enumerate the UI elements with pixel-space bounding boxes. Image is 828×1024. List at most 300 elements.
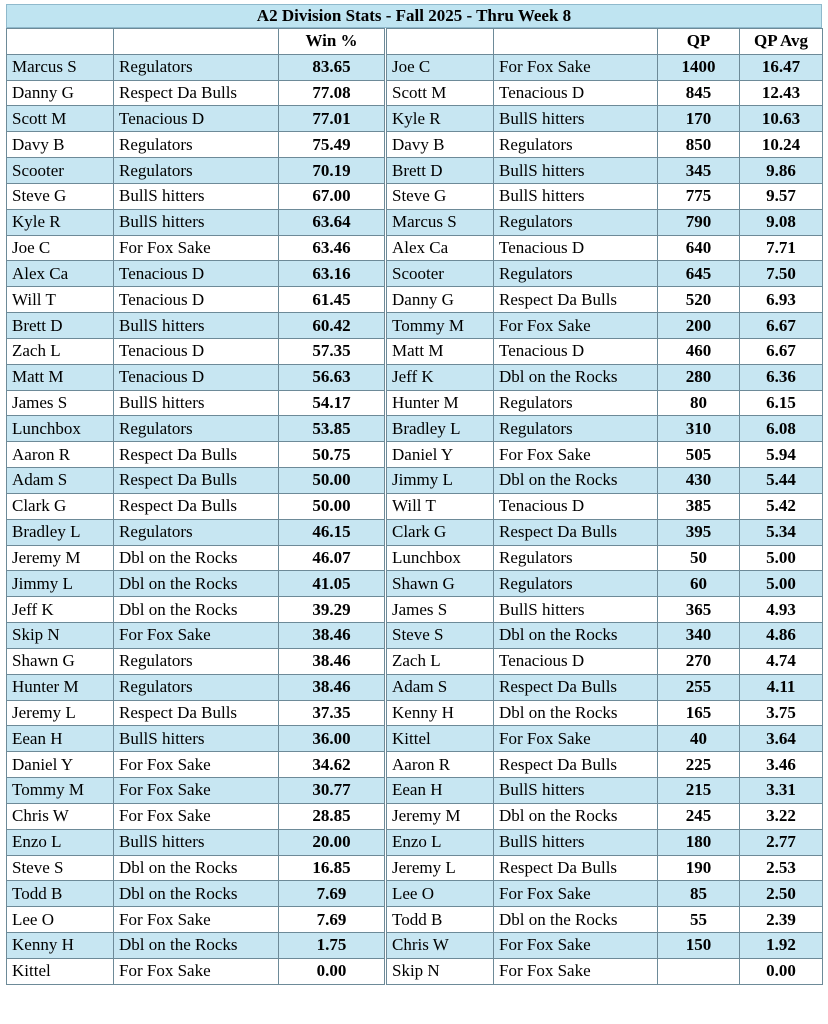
win-percent-cell: 57.35 bbox=[279, 338, 385, 364]
team-cell: For Fox Sake bbox=[494, 881, 658, 907]
qp-avg-cell: 6.67 bbox=[740, 338, 823, 364]
player-cell: Marcus S bbox=[387, 209, 494, 235]
table-row bbox=[7, 287, 385, 313]
qp-cell: 520 bbox=[658, 287, 740, 313]
player-cell: Matt M bbox=[387, 338, 494, 364]
qp-cell: 180 bbox=[658, 829, 740, 855]
qp-avg-cell: 3.75 bbox=[740, 700, 823, 726]
team-cell: For Fox Sake bbox=[114, 803, 279, 829]
table-row bbox=[387, 700, 823, 726]
qp-cell: 55 bbox=[658, 907, 740, 933]
player-cell: Shawn G bbox=[7, 648, 114, 674]
qp-avg-cell: 4.86 bbox=[740, 623, 823, 649]
column-header-win-percent: Win % bbox=[279, 29, 385, 55]
player-cell: Joe C bbox=[7, 235, 114, 261]
qp-cell: 460 bbox=[658, 338, 740, 364]
table-row bbox=[7, 209, 385, 235]
win-percent-cell: 50.00 bbox=[279, 468, 385, 494]
team-cell: Respect Da Bulls bbox=[494, 287, 658, 313]
table-row bbox=[7, 726, 385, 752]
team-cell: For Fox Sake bbox=[494, 726, 658, 752]
player-cell: Jeremy L bbox=[7, 700, 114, 726]
win-percent-cell: 67.00 bbox=[279, 183, 385, 209]
player-cell: Scott M bbox=[7, 106, 114, 132]
player-cell: Todd B bbox=[387, 907, 494, 933]
qp-cell: 395 bbox=[658, 519, 740, 545]
player-cell: Daniel Y bbox=[7, 752, 114, 778]
table-row bbox=[387, 158, 823, 184]
qp-cell: 850 bbox=[658, 132, 740, 158]
team-cell: Regulators bbox=[494, 261, 658, 287]
team-cell: For Fox Sake bbox=[114, 752, 279, 778]
player-cell: Zach L bbox=[7, 338, 114, 364]
table-row bbox=[7, 545, 385, 571]
qp-cell: 365 bbox=[658, 597, 740, 623]
player-cell: Todd B bbox=[7, 881, 114, 907]
table-row bbox=[7, 623, 385, 649]
win-percent-cell: 63.46 bbox=[279, 235, 385, 261]
table-row bbox=[387, 313, 823, 339]
table-row bbox=[7, 648, 385, 674]
table-row bbox=[7, 54, 385, 80]
win-percent-cell: 46.07 bbox=[279, 545, 385, 571]
player-cell: Chris W bbox=[7, 803, 114, 829]
team-cell: BullS hitters bbox=[494, 106, 658, 132]
player-cell: Hunter M bbox=[7, 674, 114, 700]
team-cell: BullS hitters bbox=[494, 597, 658, 623]
table-row bbox=[387, 442, 823, 468]
player-cell: Will T bbox=[7, 287, 114, 313]
team-cell: Tenacious D bbox=[494, 648, 658, 674]
qp-avg-cell: 5.42 bbox=[740, 493, 823, 519]
win-percent-cell: 46.15 bbox=[279, 519, 385, 545]
header-row bbox=[387, 29, 823, 55]
qp-avg-cell: 6.67 bbox=[740, 313, 823, 339]
team-cell: Dbl on the Rocks bbox=[494, 803, 658, 829]
player-cell: James S bbox=[387, 597, 494, 623]
player-cell: Kittel bbox=[387, 726, 494, 752]
qp-cell: 40 bbox=[658, 726, 740, 752]
win-percent-cell: 53.85 bbox=[279, 416, 385, 442]
qp-avg-cell: 6.93 bbox=[740, 287, 823, 313]
table-row bbox=[7, 442, 385, 468]
player-cell: Steve S bbox=[7, 855, 114, 881]
team-cell: For Fox Sake bbox=[494, 932, 658, 958]
table-row bbox=[387, 338, 823, 364]
qp-avg-cell: 7.50 bbox=[740, 261, 823, 287]
player-cell: Matt M bbox=[7, 364, 114, 390]
team-cell: Tenacious D bbox=[494, 493, 658, 519]
table-row bbox=[387, 571, 823, 597]
team-cell: Tenacious D bbox=[114, 106, 279, 132]
win-percent-cell: 38.46 bbox=[279, 674, 385, 700]
table-row bbox=[387, 54, 823, 80]
qp-cell: 845 bbox=[658, 80, 740, 106]
table-row bbox=[387, 803, 823, 829]
team-cell: Tenacious D bbox=[494, 80, 658, 106]
table-row bbox=[387, 881, 823, 907]
player-cell: Skip N bbox=[387, 958, 494, 984]
player-cell: Davy B bbox=[387, 132, 494, 158]
player-cell: James S bbox=[7, 390, 114, 416]
table-row bbox=[7, 158, 385, 184]
player-cell: Daniel Y bbox=[387, 442, 494, 468]
win-percent-cell: 70.19 bbox=[279, 158, 385, 184]
team-cell: For Fox Sake bbox=[114, 958, 279, 984]
qp-avg-cell: 7.71 bbox=[740, 235, 823, 261]
team-cell: Regulators bbox=[494, 132, 658, 158]
qp-avg-cell: 9.86 bbox=[740, 158, 823, 184]
win-percent-cell: 39.29 bbox=[279, 597, 385, 623]
win-percent-cell: 38.46 bbox=[279, 623, 385, 649]
win-percent-cell: 34.62 bbox=[279, 752, 385, 778]
table-row bbox=[387, 416, 823, 442]
win-percent-cell: 83.65 bbox=[279, 54, 385, 80]
win-percent-cell: 7.69 bbox=[279, 881, 385, 907]
team-cell: Respect Da Bulls bbox=[114, 468, 279, 494]
win-percent-cell: 1.75 bbox=[279, 932, 385, 958]
win-percent-cell: 63.16 bbox=[279, 261, 385, 287]
team-cell: Regulators bbox=[114, 132, 279, 158]
qp-cell: 430 bbox=[658, 468, 740, 494]
team-cell: Dbl on the Rocks bbox=[114, 597, 279, 623]
win-percent-cell: 20.00 bbox=[279, 829, 385, 855]
player-cell: Tommy M bbox=[7, 778, 114, 804]
player-cell: Brett D bbox=[387, 158, 494, 184]
table-row bbox=[7, 80, 385, 106]
team-cell: Dbl on the Rocks bbox=[114, 571, 279, 597]
team-cell: For Fox Sake bbox=[114, 235, 279, 261]
team-cell: For Fox Sake bbox=[114, 623, 279, 649]
qp-cell: 245 bbox=[658, 803, 740, 829]
team-cell: Tenacious D bbox=[114, 364, 279, 390]
player-cell: Tommy M bbox=[387, 313, 494, 339]
player-cell: Kyle R bbox=[7, 209, 114, 235]
column-header-player bbox=[7, 29, 114, 55]
team-cell: Tenacious D bbox=[494, 235, 658, 261]
team-cell: Dbl on the Rocks bbox=[494, 700, 658, 726]
team-cell: Respect Da Bulls bbox=[114, 80, 279, 106]
player-cell: Lunchbox bbox=[387, 545, 494, 571]
team-cell: BullS hitters bbox=[494, 183, 658, 209]
player-cell: Kittel bbox=[7, 958, 114, 984]
player-cell: Lee O bbox=[387, 881, 494, 907]
qp-cell: 310 bbox=[658, 416, 740, 442]
table-row bbox=[7, 958, 385, 984]
qp-cell: 505 bbox=[658, 442, 740, 468]
player-cell: Adam S bbox=[387, 674, 494, 700]
team-cell: Dbl on the Rocks bbox=[114, 545, 279, 571]
player-cell: Davy B bbox=[7, 132, 114, 158]
table-row bbox=[387, 752, 823, 778]
table-row bbox=[7, 932, 385, 958]
table-row bbox=[387, 235, 823, 261]
team-cell: For Fox Sake bbox=[494, 313, 658, 339]
player-cell: Scooter bbox=[7, 158, 114, 184]
team-cell: Regulators bbox=[494, 209, 658, 235]
table-row bbox=[7, 106, 385, 132]
player-cell: Aaron R bbox=[7, 442, 114, 468]
win-percent-cell: 16.85 bbox=[279, 855, 385, 881]
table-row bbox=[387, 932, 823, 958]
qp-avg-cell: 2.77 bbox=[740, 829, 823, 855]
team-cell: Respect Da Bulls bbox=[494, 674, 658, 700]
team-cell: Dbl on the Rocks bbox=[494, 623, 658, 649]
qp-avg-cell: 6.08 bbox=[740, 416, 823, 442]
qp-avg-cell: 1.92 bbox=[740, 932, 823, 958]
table-row bbox=[387, 468, 823, 494]
team-cell: Dbl on the Rocks bbox=[114, 932, 279, 958]
win-percent-cell: 7.69 bbox=[279, 907, 385, 933]
player-cell: Kenny H bbox=[7, 932, 114, 958]
qp-avg-cell: 2.53 bbox=[740, 855, 823, 881]
table-row bbox=[387, 364, 823, 390]
table-row bbox=[387, 829, 823, 855]
win-percent-cell: 38.46 bbox=[279, 648, 385, 674]
team-cell: Respect Da Bulls bbox=[494, 519, 658, 545]
team-cell: BullS hitters bbox=[114, 183, 279, 209]
player-cell: Bradley L bbox=[7, 519, 114, 545]
team-cell: Respect Da Bulls bbox=[114, 700, 279, 726]
player-cell: Danny G bbox=[7, 80, 114, 106]
table-row bbox=[387, 132, 823, 158]
win-percent-cell: 41.05 bbox=[279, 571, 385, 597]
player-cell: Danny G bbox=[387, 287, 494, 313]
team-cell: Tenacious D bbox=[114, 338, 279, 364]
qp-cell: 270 bbox=[658, 648, 740, 674]
table-row bbox=[7, 416, 385, 442]
player-cell: Jeff K bbox=[7, 597, 114, 623]
team-cell: BullS hitters bbox=[114, 390, 279, 416]
table-row bbox=[7, 313, 385, 339]
qp-avg-cell: 5.44 bbox=[740, 468, 823, 494]
qp-avg-cell: 3.46 bbox=[740, 752, 823, 778]
player-cell: Kyle R bbox=[387, 106, 494, 132]
player-cell: Clark G bbox=[7, 493, 114, 519]
team-cell: BullS hitters bbox=[494, 829, 658, 855]
qp-cell bbox=[658, 958, 740, 984]
qp-cell: 640 bbox=[658, 235, 740, 261]
table-row bbox=[7, 235, 385, 261]
table-row bbox=[387, 80, 823, 106]
qp-cell: 200 bbox=[658, 313, 740, 339]
team-cell: For Fox Sake bbox=[114, 778, 279, 804]
qp-avg-cell: 6.36 bbox=[740, 364, 823, 390]
table-row bbox=[387, 623, 823, 649]
table-row bbox=[387, 209, 823, 235]
win-percent-cell: 56.63 bbox=[279, 364, 385, 390]
table-row bbox=[7, 907, 385, 933]
column-header-team bbox=[114, 29, 279, 55]
qp-cell: 775 bbox=[658, 183, 740, 209]
column-header-qp-avg: QP Avg bbox=[740, 29, 823, 55]
table-row bbox=[387, 493, 823, 519]
table-row bbox=[7, 183, 385, 209]
player-cell: Jimmy L bbox=[387, 468, 494, 494]
qp-avg-cell: 9.08 bbox=[740, 209, 823, 235]
qp-cell: 645 bbox=[658, 261, 740, 287]
team-cell: Regulators bbox=[114, 648, 279, 674]
qp-avg-cell: 6.15 bbox=[740, 390, 823, 416]
team-cell: Tenacious D bbox=[494, 338, 658, 364]
player-cell: Steve G bbox=[7, 183, 114, 209]
team-cell: Regulators bbox=[114, 54, 279, 80]
player-cell: Eean H bbox=[387, 778, 494, 804]
win-percent-cell: 50.00 bbox=[279, 493, 385, 519]
player-cell: Skip N bbox=[7, 623, 114, 649]
team-cell: Respect Da Bulls bbox=[114, 493, 279, 519]
team-cell: Dbl on the Rocks bbox=[494, 907, 658, 933]
player-cell: Scott M bbox=[387, 80, 494, 106]
qp-cell: 190 bbox=[658, 855, 740, 881]
win-percent-table bbox=[6, 28, 385, 985]
player-cell: Lee O bbox=[7, 907, 114, 933]
win-percent-cell: 37.35 bbox=[279, 700, 385, 726]
table-row bbox=[387, 907, 823, 933]
player-cell: Jeremy M bbox=[7, 545, 114, 571]
team-cell: Dbl on the Rocks bbox=[114, 881, 279, 907]
player-cell: Joe C bbox=[387, 54, 494, 80]
team-cell: Regulators bbox=[114, 158, 279, 184]
team-cell: Regulators bbox=[114, 674, 279, 700]
qp-avg-cell: 0.00 bbox=[740, 958, 823, 984]
win-percent-cell: 77.01 bbox=[279, 106, 385, 132]
player-cell: Clark G bbox=[387, 519, 494, 545]
table-row bbox=[7, 752, 385, 778]
column-header-team bbox=[494, 29, 658, 55]
player-cell: Shawn G bbox=[387, 571, 494, 597]
player-cell: Jeremy L bbox=[387, 855, 494, 881]
qp-avg-cell: 3.22 bbox=[740, 803, 823, 829]
win-percent-cell: 61.45 bbox=[279, 287, 385, 313]
table-row bbox=[7, 855, 385, 881]
team-cell: Regulators bbox=[494, 571, 658, 597]
team-cell: BullS hitters bbox=[114, 209, 279, 235]
player-cell: Zach L bbox=[387, 648, 494, 674]
win-percent-cell: 54.17 bbox=[279, 390, 385, 416]
win-percent-cell: 63.64 bbox=[279, 209, 385, 235]
player-cell: Hunter M bbox=[387, 390, 494, 416]
qp-avg-cell: 4.11 bbox=[740, 674, 823, 700]
qp-cell: 1400 bbox=[658, 54, 740, 80]
table-row bbox=[7, 468, 385, 494]
quality-points-table bbox=[386, 28, 823, 985]
qp-cell: 225 bbox=[658, 752, 740, 778]
header-row bbox=[7, 29, 385, 55]
table-row bbox=[387, 390, 823, 416]
team-cell: Respect Da Bulls bbox=[494, 855, 658, 881]
column-header-qp: QP bbox=[658, 29, 740, 55]
team-cell: Regulators bbox=[494, 545, 658, 571]
table-row bbox=[387, 183, 823, 209]
player-cell: Brett D bbox=[7, 313, 114, 339]
table-row bbox=[387, 648, 823, 674]
player-cell: Aaron R bbox=[387, 752, 494, 778]
team-cell: BullS hitters bbox=[114, 313, 279, 339]
player-cell: Jeremy M bbox=[387, 803, 494, 829]
team-cell: Dbl on the Rocks bbox=[494, 364, 658, 390]
qp-avg-cell: 5.00 bbox=[740, 545, 823, 571]
table-row bbox=[7, 803, 385, 829]
team-cell: BullS hitters bbox=[114, 726, 279, 752]
team-cell: BullS hitters bbox=[494, 158, 658, 184]
player-cell: Marcus S bbox=[7, 54, 114, 80]
qp-avg-cell: 4.74 bbox=[740, 648, 823, 674]
player-cell: Enzo L bbox=[7, 829, 114, 855]
team-cell: Tenacious D bbox=[114, 261, 279, 287]
table-row bbox=[387, 778, 823, 804]
table-row bbox=[7, 829, 385, 855]
player-cell: Alex Ca bbox=[7, 261, 114, 287]
team-cell: Respect Da Bulls bbox=[494, 752, 658, 778]
qp-cell: 80 bbox=[658, 390, 740, 416]
qp-avg-cell: 12.43 bbox=[740, 80, 823, 106]
qp-avg-cell: 16.47 bbox=[740, 54, 823, 80]
team-cell: For Fox Sake bbox=[494, 442, 658, 468]
table-row bbox=[7, 390, 385, 416]
table-row bbox=[387, 855, 823, 881]
qp-avg-cell: 10.24 bbox=[740, 132, 823, 158]
qp-cell: 215 bbox=[658, 778, 740, 804]
player-cell: Eean H bbox=[7, 726, 114, 752]
team-cell: Respect Da Bulls bbox=[114, 442, 279, 468]
table-row bbox=[387, 261, 823, 287]
player-cell: Alex Ca bbox=[387, 235, 494, 261]
table-row bbox=[387, 674, 823, 700]
qp-cell: 345 bbox=[658, 158, 740, 184]
qp-cell: 165 bbox=[658, 700, 740, 726]
player-cell: Steve S bbox=[387, 623, 494, 649]
team-cell: BullS hitters bbox=[114, 829, 279, 855]
qp-cell: 50 bbox=[658, 545, 740, 571]
table-row bbox=[387, 106, 823, 132]
player-cell: Will T bbox=[387, 493, 494, 519]
team-cell: Dbl on the Rocks bbox=[494, 468, 658, 494]
table-row bbox=[7, 700, 385, 726]
team-cell: Tenacious D bbox=[114, 287, 279, 313]
qp-avg-cell: 3.31 bbox=[740, 778, 823, 804]
qp-avg-cell: 5.00 bbox=[740, 571, 823, 597]
team-cell: For Fox Sake bbox=[494, 958, 658, 984]
team-cell: For Fox Sake bbox=[114, 907, 279, 933]
player-cell: Adam S bbox=[7, 468, 114, 494]
table-row bbox=[387, 545, 823, 571]
win-percent-cell: 0.00 bbox=[279, 958, 385, 984]
qp-cell: 255 bbox=[658, 674, 740, 700]
table-row bbox=[7, 519, 385, 545]
table-row bbox=[7, 778, 385, 804]
team-cell: Regulators bbox=[114, 519, 279, 545]
qp-cell: 385 bbox=[658, 493, 740, 519]
table-row bbox=[7, 364, 385, 390]
table-row bbox=[7, 881, 385, 907]
table-row bbox=[7, 493, 385, 519]
qp-avg-cell: 9.57 bbox=[740, 183, 823, 209]
player-cell: Steve G bbox=[387, 183, 494, 209]
player-cell: Jimmy L bbox=[7, 571, 114, 597]
qp-avg-cell: 2.50 bbox=[740, 881, 823, 907]
qp-cell: 790 bbox=[658, 209, 740, 235]
table-row bbox=[387, 958, 823, 984]
win-percent-cell: 60.42 bbox=[279, 313, 385, 339]
qp-avg-cell: 3.64 bbox=[740, 726, 823, 752]
column-header-player bbox=[387, 29, 494, 55]
win-percent-cell: 75.49 bbox=[279, 132, 385, 158]
player-cell: Lunchbox bbox=[7, 416, 114, 442]
qp-avg-cell: 2.39 bbox=[740, 907, 823, 933]
qp-cell: 170 bbox=[658, 106, 740, 132]
team-cell: Regulators bbox=[494, 416, 658, 442]
